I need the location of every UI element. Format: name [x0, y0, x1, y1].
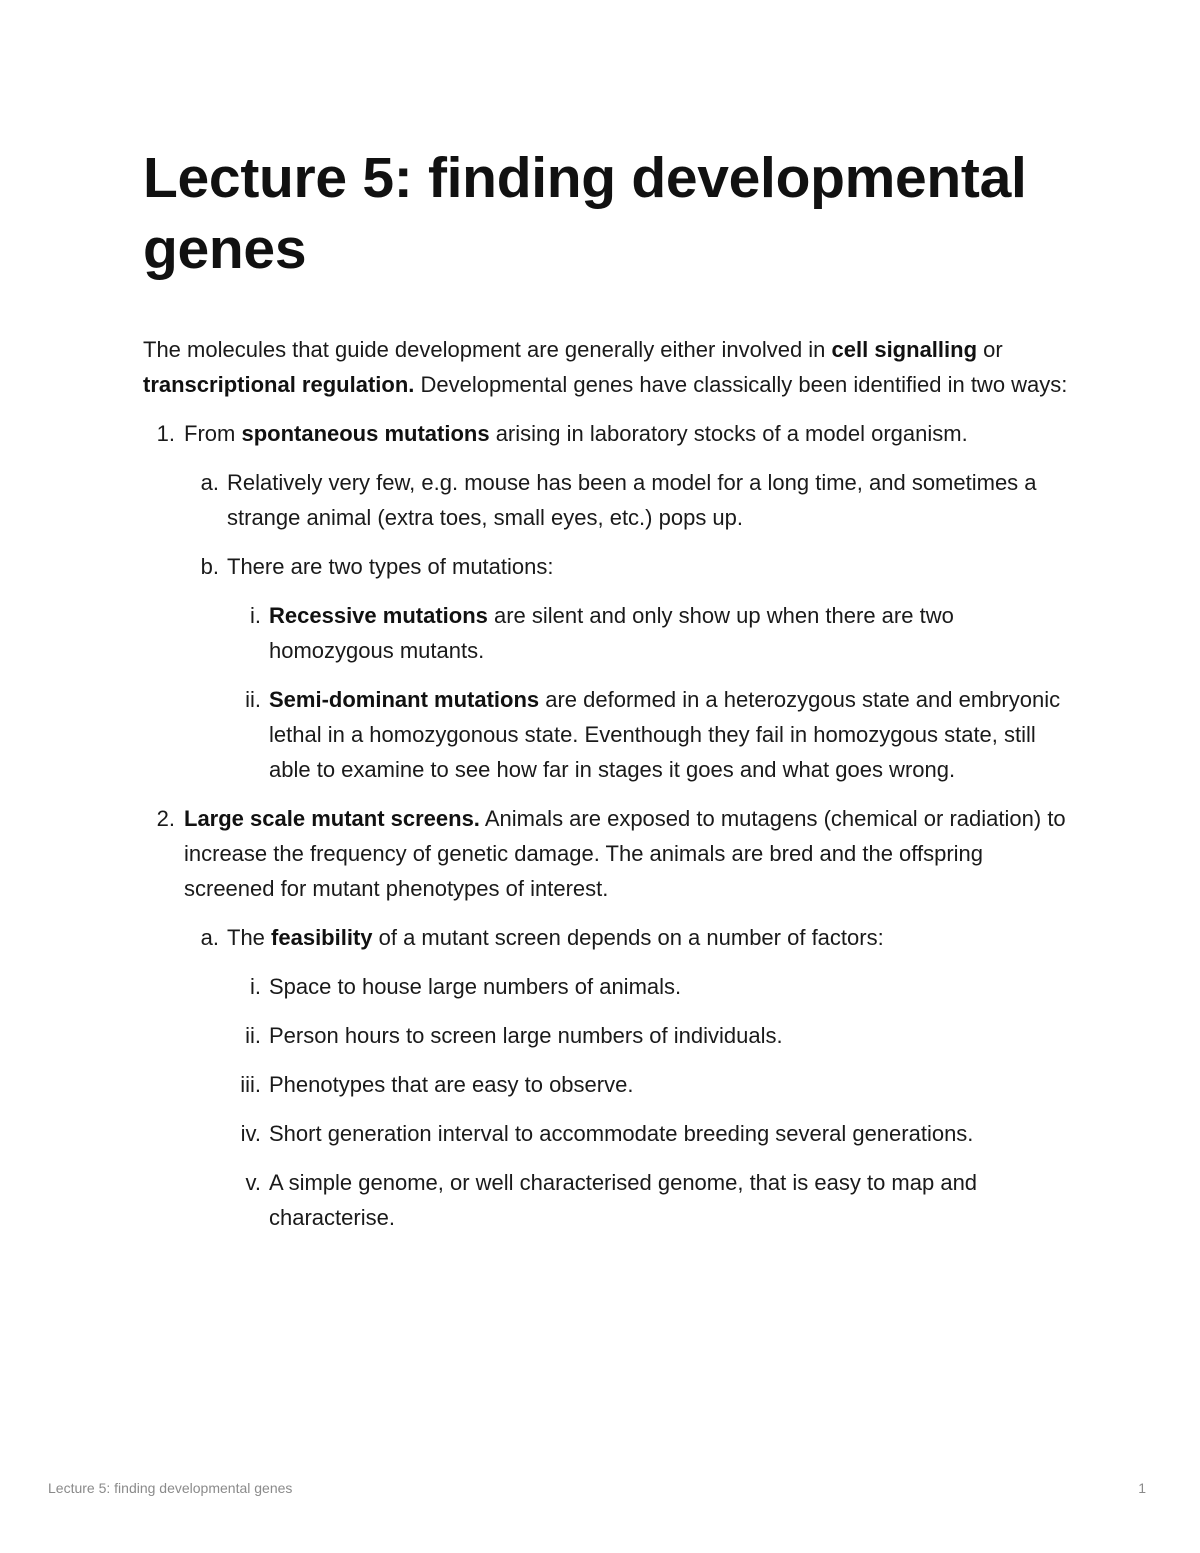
list-item-1a — [143, 465, 1073, 535]
list-item-text: arising in laboratory stocks of a model organism. — [489, 421, 968, 446]
list-item-text: Relatively very few, e.g. mouse has been a model for a long time, and sometimes a strange animal (extra toes, small eyes, etc.) pops up. — [227, 470, 1037, 530]
factor-item — [143, 1165, 1073, 1235]
document-body — [143, 332, 1073, 1249]
list-item-text: are deformed in a heterozygous state and embryonic lethal in a homozygonous state. Eventhough they fail in homozygous state, still able to examine to see how far in stages it goes and what goes wrong. — [269, 687, 1061, 782]
list-item-text: Phenotypes that are easy to observe. — [269, 1072, 634, 1097]
intro-text: or — [977, 337, 1003, 362]
footer-title: Lecture 5: finding developmental genes — [48, 1480, 293, 1496]
list-item-2 — [143, 801, 1073, 906]
list-marker: ii. — [245, 687, 261, 712]
list-marker: v. — [245, 1170, 261, 1195]
intro-bold-term: transcriptional regulation. — [143, 372, 415, 397]
list-marker: b. — [200, 554, 219, 579]
list-marker: ii. — [245, 1023, 261, 1048]
intro-text: The molecules that guide development are generally either involved in — [143, 337, 832, 362]
list-marker: 1. — [156, 421, 175, 446]
list-item-text: A simple genome, or well characterised genome, that is easy to map and characterise. — [269, 1170, 978, 1230]
list-marker: iii. — [240, 1072, 261, 1097]
list-item-bold-term: Semi-dominant mutations — [269, 687, 540, 712]
list-item-text: Short generation interval to accommodate breeding several generations. — [269, 1121, 974, 1146]
list-marker: a. — [200, 470, 219, 495]
list-item-text: Person hours to screen large numbers of individuals. — [269, 1023, 783, 1048]
factor-item — [143, 1067, 1073, 1102]
intro-text: Developmental genes have classically been identified in two ways: — [414, 372, 1068, 397]
list-item-text: of a mutant screen depends on a number of factors: — [372, 925, 884, 950]
list-item-1b-ii — [143, 682, 1073, 787]
list-item-text: Space to house large numbers of animals. — [269, 974, 682, 999]
factor-item — [143, 969, 1073, 1004]
list-marker: iv. — [240, 1121, 261, 1146]
factor-item — [143, 1018, 1073, 1053]
list-item-1b-i — [143, 598, 1073, 668]
list-item-text: are silent and only show up when there are two homozygous mutants. — [269, 603, 954, 663]
page-number: 1 — [1138, 1480, 1146, 1496]
list-item-bold-term: Recessive mutations — [269, 603, 488, 628]
list-marker: 2. — [156, 806, 175, 831]
factor-item — [143, 1116, 1073, 1151]
list-marker: a. — [200, 925, 219, 950]
page-title: Lecture 5: finding developmental genes — [143, 146, 1027, 281]
list-item-2a — [143, 920, 1073, 955]
list-marker: i. — [250, 974, 261, 999]
intro-bold-term: cell signalling — [831, 337, 978, 362]
list-marker: i. — [250, 603, 261, 628]
list-item-1b — [143, 549, 1073, 584]
list-item-text: The — [227, 925, 272, 950]
list-item-1 — [143, 416, 1073, 451]
list-item-text: From — [184, 421, 242, 446]
list-item-text: There are two types of mutations: — [227, 554, 554, 579]
list-item-bold-term: spontaneous mutations — [241, 421, 490, 446]
list-item-bold-term: feasibility — [271, 925, 373, 950]
list-item-bold-term: Large scale mutant screens. — [184, 806, 480, 831]
list-item-text: Animals are exposed to mutagens (chemical or radiation) to increase the frequency of genetic damage. The animals are bred and the offspring screened for mutant phenotypes of interest. — [184, 806, 1066, 901]
intro-paragraph — [143, 332, 1073, 402]
